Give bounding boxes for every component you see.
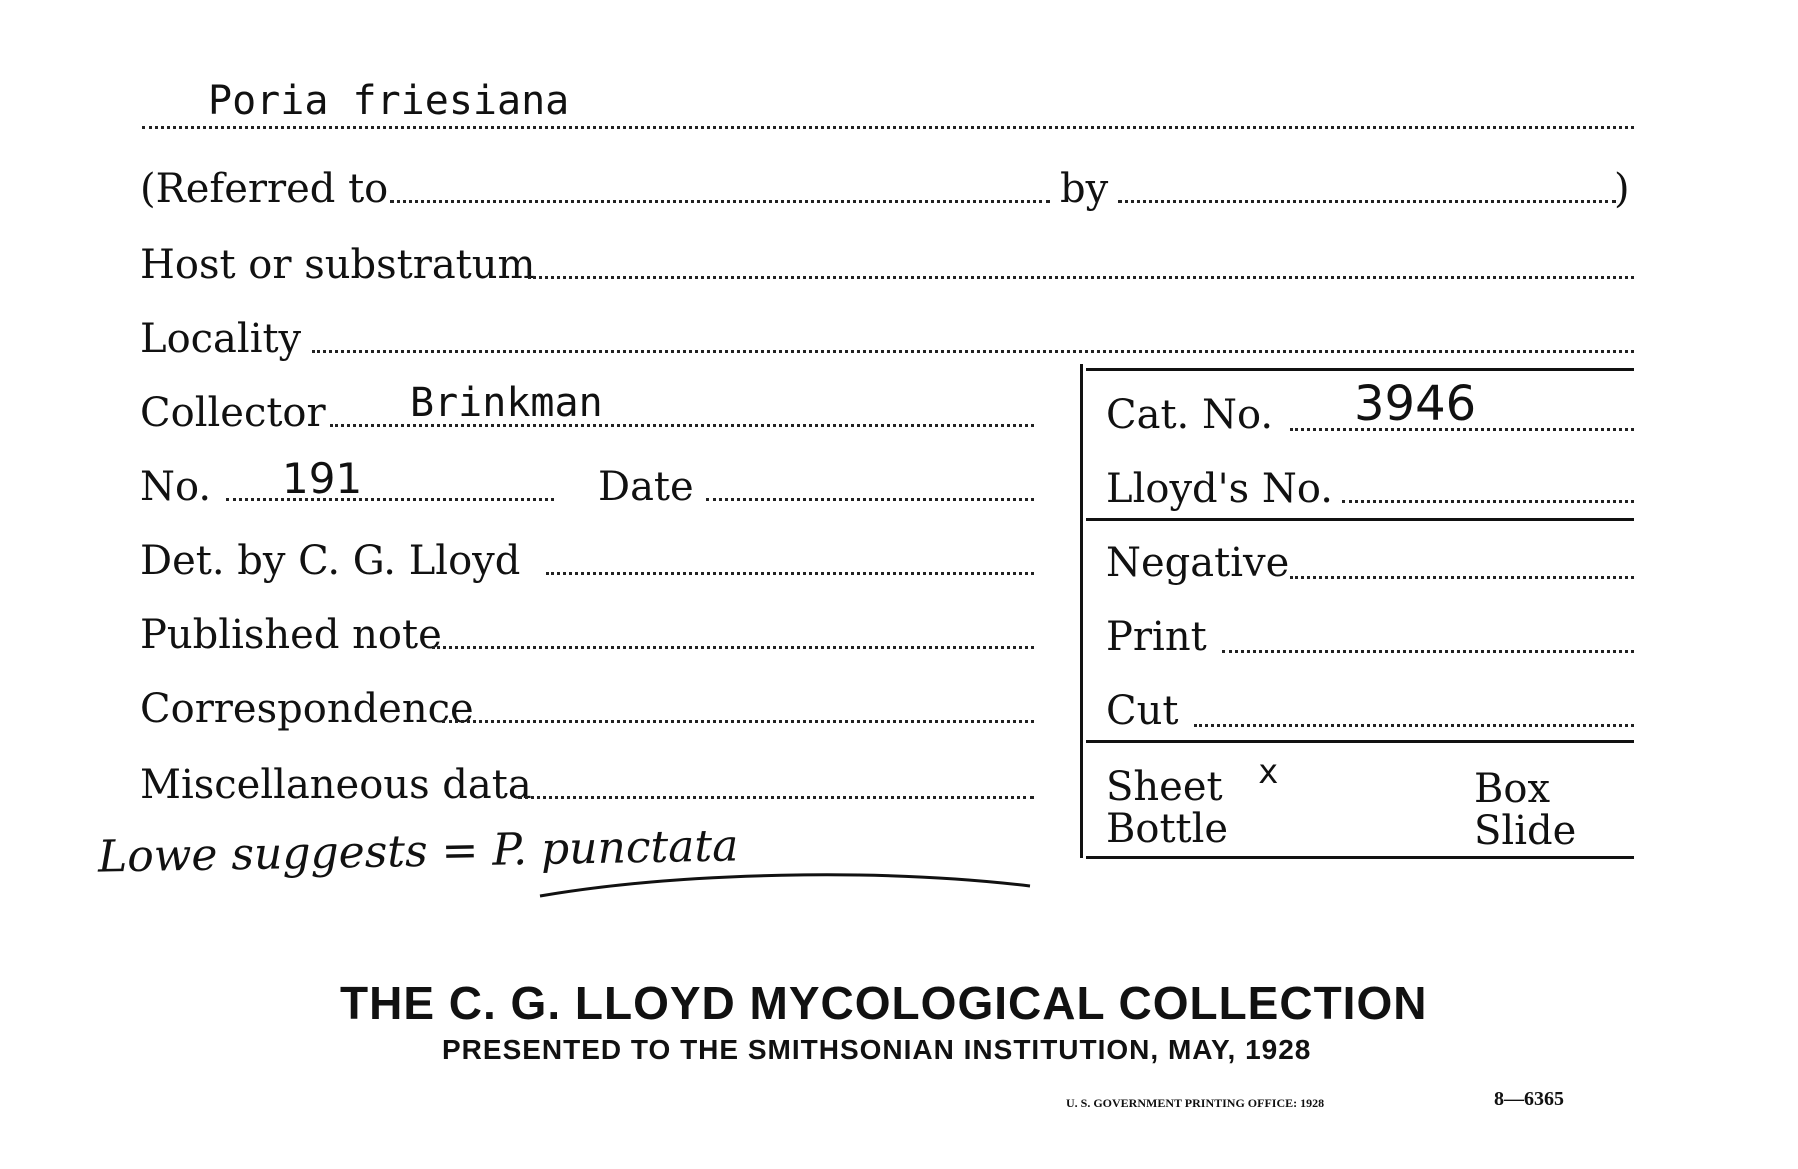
det-by-line xyxy=(546,572,1034,575)
lloyds-no-line xyxy=(1342,500,1634,503)
negative-label: Negative xyxy=(1106,540,1290,586)
panel-rule-1 xyxy=(1086,518,1634,521)
form-number: 8—6365 xyxy=(1494,1088,1564,1110)
det-by-label: Det. by C. G. Lloyd xyxy=(140,538,521,584)
panel-bottom-rule xyxy=(1086,856,1634,859)
lloyds-no-label: Lloyd's No. xyxy=(1106,466,1333,512)
slide-label: Slide xyxy=(1474,808,1577,854)
print-label: Print xyxy=(1106,614,1207,660)
negative-line xyxy=(1290,576,1634,579)
collector-label: Collector xyxy=(140,390,326,436)
printer-credit: U. S. GOVERNMENT PRINTING OFFICE: 1928 xyxy=(1066,1096,1325,1110)
number-value: 191 xyxy=(282,454,363,503)
misc-label: Miscellaneous data xyxy=(140,762,532,808)
panel-top-rule xyxy=(1086,368,1634,371)
sheet-mark: x xyxy=(1258,752,1279,792)
number-line xyxy=(226,498,554,501)
cut-label: Cut xyxy=(1106,688,1179,734)
cat-no-value: 3946 xyxy=(1354,376,1477,432)
footer-title: THE C. G. LLOYD MYCOLOGICAL COLLECTION xyxy=(340,977,1428,1029)
box-label: Box xyxy=(1474,766,1551,812)
date-line xyxy=(706,498,1034,501)
number-label: No. xyxy=(140,464,212,510)
referred-by-label: by xyxy=(1060,166,1109,212)
cat-no-label: Cat. No. xyxy=(1106,392,1274,438)
published-note-label: Published note xyxy=(140,612,442,658)
referred-to-label: (Referred to xyxy=(140,166,389,212)
locality-label: Locality xyxy=(140,316,302,362)
species-name: Poria friesiana xyxy=(208,78,570,124)
date-label: Date xyxy=(598,464,694,510)
panel-left-border xyxy=(1080,364,1083,858)
published-note-line xyxy=(432,646,1034,649)
collector-value: Brinkman xyxy=(410,380,603,426)
panel-rule-2 xyxy=(1086,740,1634,743)
correspondence-label: Correspondence xyxy=(140,686,474,732)
host-line xyxy=(528,276,1634,279)
sheet-label: Sheet xyxy=(1106,764,1223,810)
referred-close-paren: ) xyxy=(1614,166,1630,212)
species-name-line xyxy=(142,126,1634,129)
cut-line xyxy=(1194,724,1634,727)
referred-to-line xyxy=(390,200,1050,203)
correspondence-line xyxy=(442,720,1034,723)
misc-line xyxy=(518,796,1034,799)
print-line xyxy=(1222,650,1634,653)
host-label: Host or substratum xyxy=(140,242,536,288)
footer-subtitle: PRESENTED TO THE SMITHSONIAN INSTITUTION, MAY, 1928 xyxy=(442,1034,1312,1065)
locality-line xyxy=(312,350,1634,353)
handwritten-note: Lowe suggests = P. punctata xyxy=(97,820,739,883)
referred-by-line xyxy=(1118,200,1616,203)
bottle-label: Bottle xyxy=(1106,806,1229,852)
